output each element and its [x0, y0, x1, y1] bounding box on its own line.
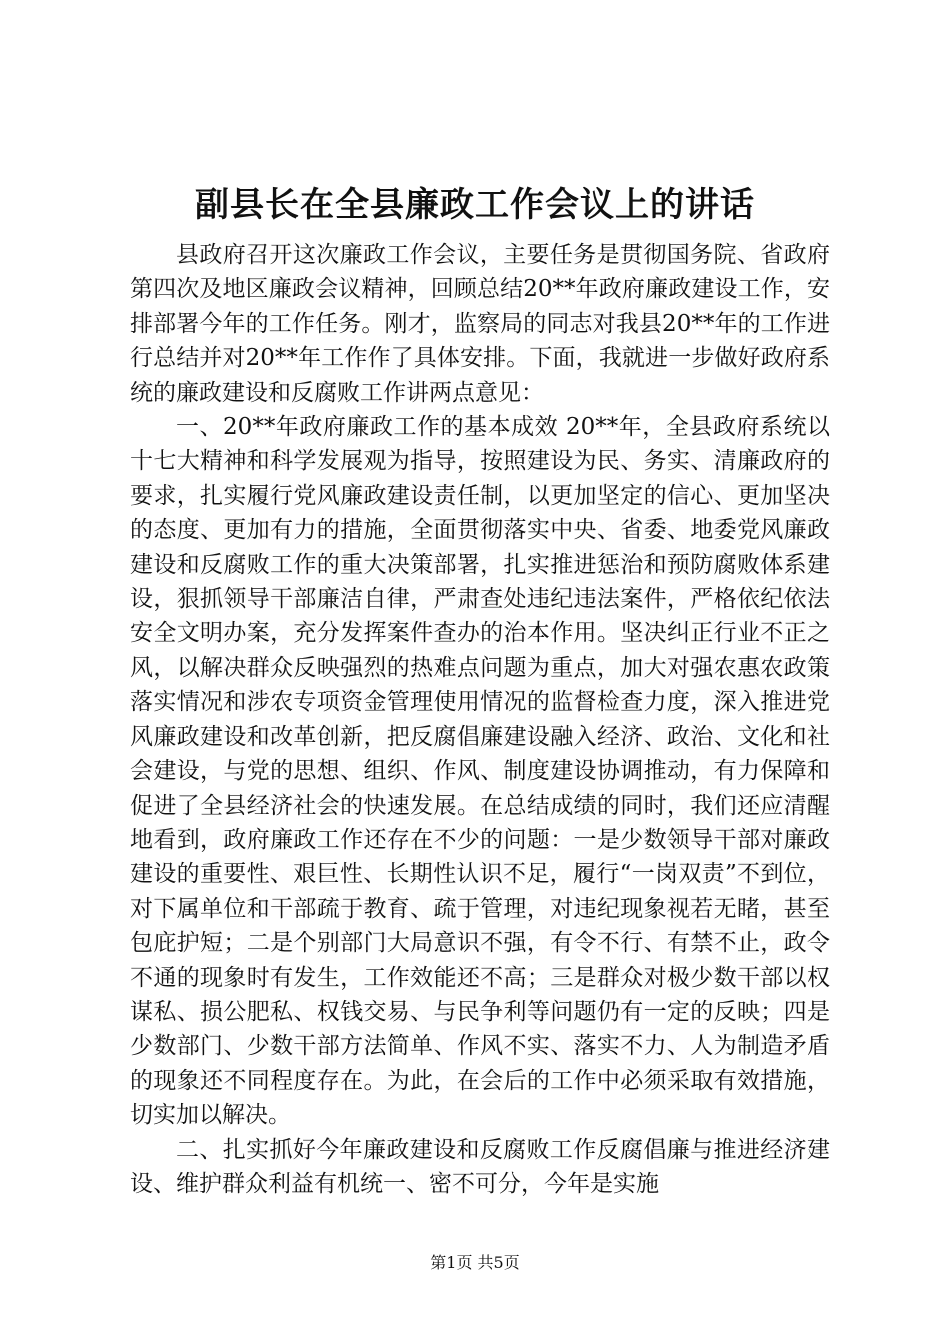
page-number-footer: 第1页 共5页	[430, 1253, 520, 1272]
document-title: 副县长在全县廉政工作会议上的讲话	[195, 185, 755, 225]
paragraph-intro: 县政府召开这次廉政工作会议，主要任务是贯彻国务院、省政府第四次及地区廉政会议精神，回顾总结20**年政府廉政建设工作，安排部署今年的工作任务。刚才，监察局的同志对我县20**年的工作进行总结并对20**年工作作了具体安排。下面，我就进一步做好政府系统的廉政建设和反腐败工作讲两点意见：	[130, 242, 830, 406]
paragraph-section-two: 二、扎实抓好今年廉政建设和反腐败工作反腐倡廉与推进经济建设、维护群众利益有机统一、密不可分，今年是实施	[130, 1136, 830, 1197]
document-body	[130, 238, 830, 1201]
paragraph-section-one: 一、20**年政府廉政工作的基本成效 20**年，全县政府系统以十七大精神和科学发展观为指导，按照建设为民、务实、清廉政府的要求，扎实履行党风廉政建设责任制，以更加坚定的信心、更加坚决的态度、更加有力的措施，全面贯彻落实中央、省委、地委党风廉政建设和反腐败工作的重大决策部署，扎实推进惩治和预防腐败体系建设，狠抓领导干部廉洁自律，严肃查处违纪违法案件，严格依纪依法安全文明办案，充分发挥案件查办的治本作用。坚决纠正行业不正之风，以解决群众反映强烈的热难点问题为重点，加大对强农惠农政策落实情况和涉农专项资金管理使用情况的监督检查力度，深入推进党风廉政建设和改革创新，把反腐倡廉建设融入经济、政治、文化和社会建设，与党的思想、组织、作风、制度建设协调推动，有力保障和促进了全县经济社会的快速发展。在总结成绩的同时，我们还应清醒地看到，政府廉政工作还存在不少的问题：一是少数领导干部对廉政建设的重要性、艰巨性、长期性认识不足，履行“一岗双责”不到位，对下属单位和干部疏于教育、疏于管理，对违纪现象视若无睹，甚至包庇护短；二是个别部门大局意识不强，有令不行、有禁不止，政令不通的现象时有发生，工作效能还不高；三是群众对极少数干部以权谋私、损公肥私、权钱交易、与民争利等问题仍有一定的反映；四是少数部门、少数干部方法简单、作风不实、落实不力、人为制造矛盾的现象还不同程度存在。为此，在会后的工作中必须采取有效措施，切实加以解决。	[130, 414, 830, 1129]
